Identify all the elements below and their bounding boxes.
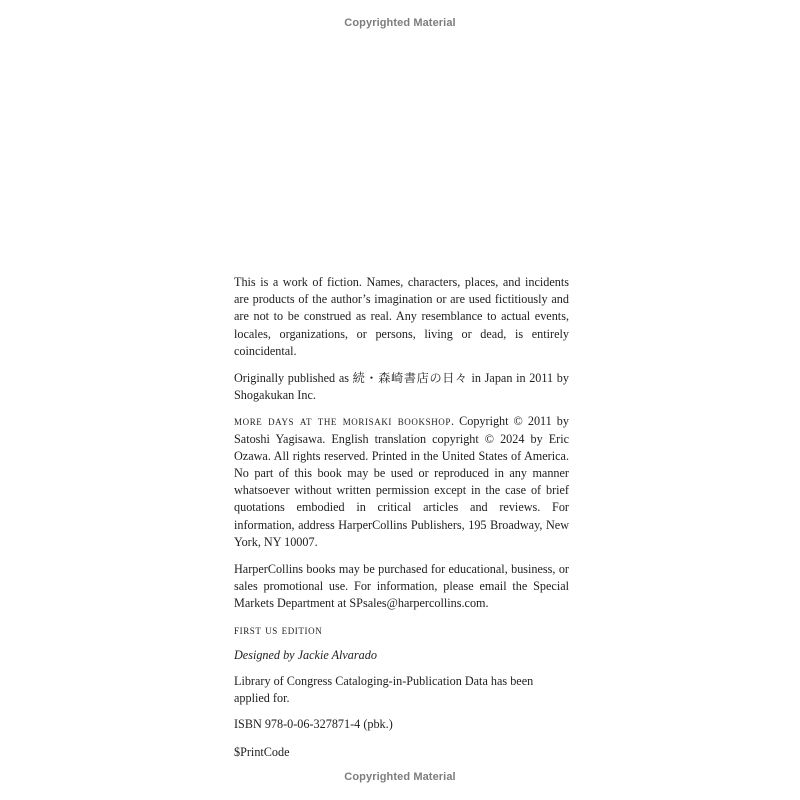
special-sales-notice: HarperCollins books may be purchased for educational, business, or sales promotional use. For information, please email the Special Markets Department at SPsales@harpercollins.com. xyxy=(234,562,569,611)
original-publication-note: Originally published as 続・森崎書店の日々 in Japan in 2011 by Shogakukan Inc. xyxy=(234,371,569,403)
copyright-notice xyxy=(234,413,569,551)
copyrighted-material-watermark-top: Copyrighted Material xyxy=(344,17,456,29)
cip-data-note: Library of Congress Cataloging-in-Publication Data has been applied for. xyxy=(234,674,534,706)
book-title: more days at the morisaki bookshop xyxy=(234,414,452,429)
edition-line: first us edition xyxy=(234,622,323,637)
isbn-line: ISBN 978-0-06-327871-4 (pbk.) xyxy=(234,717,393,732)
designer-credit: Designed by Jackie Alvarado xyxy=(234,647,377,662)
rights-statement: . Copyright © 2011 by Satoshi Yagisawa. English translation copyright © 2024 by Eric Ozawa. All rights reserved. Printed in the United States of America. No part of this book may be used or reproduced in any manner whatsoever without written permission except in the case of brief quotations embodied in critical articles and reviews. For information, address HarperCollins Publishers, 195 Broadway, New York, NY 10007. xyxy=(234,414,569,549)
copyright-page-text xyxy=(234,274,569,761)
fiction-notice: This is a work of fiction. Names, characters, places, and incidents are products of the author’s imagination or are used fictitiously and are not to be construed as real. Any resemblance to actual events, locales, organizations, or persons, living or dead, is entirely coincidental. xyxy=(234,275,569,358)
copyrighted-material-watermark-bottom: Copyrighted Material xyxy=(344,771,456,783)
print-code: $PrintCode xyxy=(234,744,290,759)
